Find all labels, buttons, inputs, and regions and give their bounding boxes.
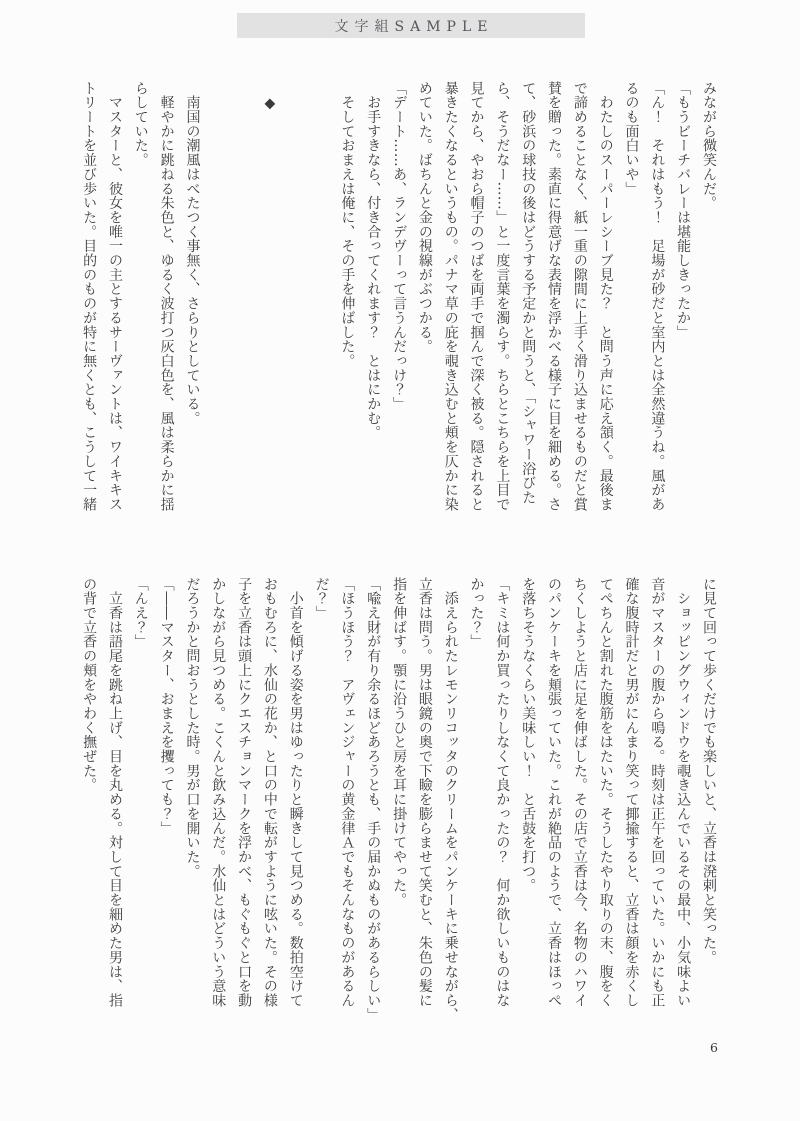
text-column: 軽やかに跳ねる朱色と、ゆるく波打つ灰白色を、風は柔らかに揺: [158, 81, 175, 512]
page-header-title: 文字組SAMPLE: [334, 18, 494, 35]
text-column: 確な腹時計だと男がにんまり笑って揶揄すると、立香は顔を赤くし: [623, 577, 640, 1008]
text-column: 添えられたレモンリコッタのクリームをパンケーキに乗せながら、: [442, 577, 459, 1022]
text-column: 「んえ？」: [132, 577, 149, 649]
text-column: 立香は語尾を跳ね上げ、目を丸める。対して目を細めた男は、指: [106, 577, 123, 1008]
text-column: そしておまえは俺に、その手を伸ばした。: [339, 81, 356, 368]
page-header-banner: [237, 13, 585, 38]
text-column: 「もうビーチバレーは堪能しきったか」: [675, 81, 692, 340]
text-column: かった？」: [468, 577, 485, 649]
text-column: だ？」: [313, 577, 330, 621]
vertical-text-block-upper: [75, 81, 721, 511]
text-column: 「キミは何か買ったりしなくて良かったの？ 何か欲しいものはな: [494, 577, 511, 1008]
text-column: みながら微笑んだ。: [701, 81, 717, 211]
text-column: 「ん！ それはもう！ 足場が砂だと室内とは全然違うね。風があ: [649, 81, 666, 512]
text-column: 小首を傾げる姿を男はゆったりと瞬きして見つめる。数拍空けて: [287, 577, 304, 1008]
text-column: 音がマスターの腹から鳴る。時刻は正午を回っていた。いかにも正: [649, 577, 666, 1008]
text-column: 見てから、やおら帽子のつばを両手で掴んで深く被る。隠されると: [468, 81, 485, 512]
text-column: の背で立香の頬をやわく撫ぜた。: [81, 577, 98, 793]
text-column: 「喩え財が有り余るほどあろうとも、手の届かぬものがあるらしい」: [365, 577, 382, 1022]
text-column: に見て回って歩くだけでも楽しいと、立香は溌剌と笑った。: [701, 577, 717, 965]
text-column: 立香は問う。男は眼鏡の奥で下瞼を膨らませて笑むと、朱色の髪に: [416, 577, 433, 1008]
section-break-marker: ◆: [261, 81, 278, 112]
blank-column: [282, 81, 308, 533]
text-column: トリートを並び歩いた。目的のものが特に無くとも、こうして一緒: [81, 81, 98, 512]
text-column: 賛を贈った。素直に得意げな表情を浮かべる様子に目を細める。さ: [546, 81, 563, 512]
blank-column: [230, 81, 256, 533]
vertical-text-block-lower: [75, 577, 721, 1022]
blank-column: [308, 81, 334, 533]
text-column: めていた。ばちんと金の視線がぶつかる。: [416, 81, 433, 354]
text-column: 「ほうほう？ アヴェンジャーの黄金律Ａでもそんなものがあるん: [339, 577, 356, 1008]
text-column: 暴きたくなるというもの。パナマ草の庇を覗き込むと頬を仄かに染: [442, 81, 459, 512]
text-column: で諦めることなく、紙一重の隙間に上手く滑り込ませるものだと賞: [571, 81, 588, 512]
text-column: ら、そうだなー……」と一度言葉を濁らす。ちらとこちらを上目で: [494, 81, 511, 512]
text-column: 子を立香は頭上にクエスチョンマークを浮かべ、もぐもぐと口を動: [236, 577, 253, 1008]
text-column: マスターと、彼女を唯一の主とするサーヴァントは、ワイキキス: [106, 81, 123, 512]
text-column: 南国の潮風はべたつく事無く、さらりとしている。: [184, 81, 201, 426]
text-column: おもむろに、水仙の花か、と口の中で転がすように呟いた。その様: [261, 577, 278, 1008]
text-column: 「デート……あ、ランデヴーって言うんだっけ？」: [391, 81, 408, 412]
text-column: てぺちんと割れた腹筋をはたいた。そうしたやり取りの末、腹をく: [597, 577, 614, 1008]
blank-column: [204, 81, 230, 533]
text-column: るのも面白いや」: [623, 81, 640, 196]
text-column: お手すきなら、付き合ってくれます？ とはにかむ。: [365, 81, 382, 440]
text-column: ショッピングウィンドウを覗き込んでいるその最中、小気味よい: [675, 577, 692, 1008]
text-column: を落ちそうなくらい美味しい！ と舌鼓を打つ。: [520, 577, 537, 893]
text-column: かしながら見つめる。こくんと飲み込んだ。水仙とはどういう意味: [210, 577, 227, 1008]
page-number: 6: [710, 1040, 718, 1055]
text-column: わたしのスーパーレシーブ見た？ と問う声に応え頷く。最後ま: [597, 81, 614, 512]
text-column: ちくしようと店に足を伸ばした。その店で立香は今、名物のハワイ: [571, 577, 588, 1008]
text-column: て、砂浜の球技の後はどうする予定かと問うと、「シャワー浴びた: [520, 81, 537, 505]
text-column: らしていた。: [132, 81, 149, 168]
text-column: だろうかと問おうとした時。男が口を開いた。: [184, 577, 201, 879]
text-column: 指を伸ばす。顎に沿うひと房を耳に掛けてやった。: [391, 577, 408, 908]
text-column: 「――マスター、おまえを攫っても？」: [158, 577, 175, 836]
text-column: のパンケーキを頬張っていた。これが絶品のようで、立香はほっぺ: [546, 577, 563, 1008]
